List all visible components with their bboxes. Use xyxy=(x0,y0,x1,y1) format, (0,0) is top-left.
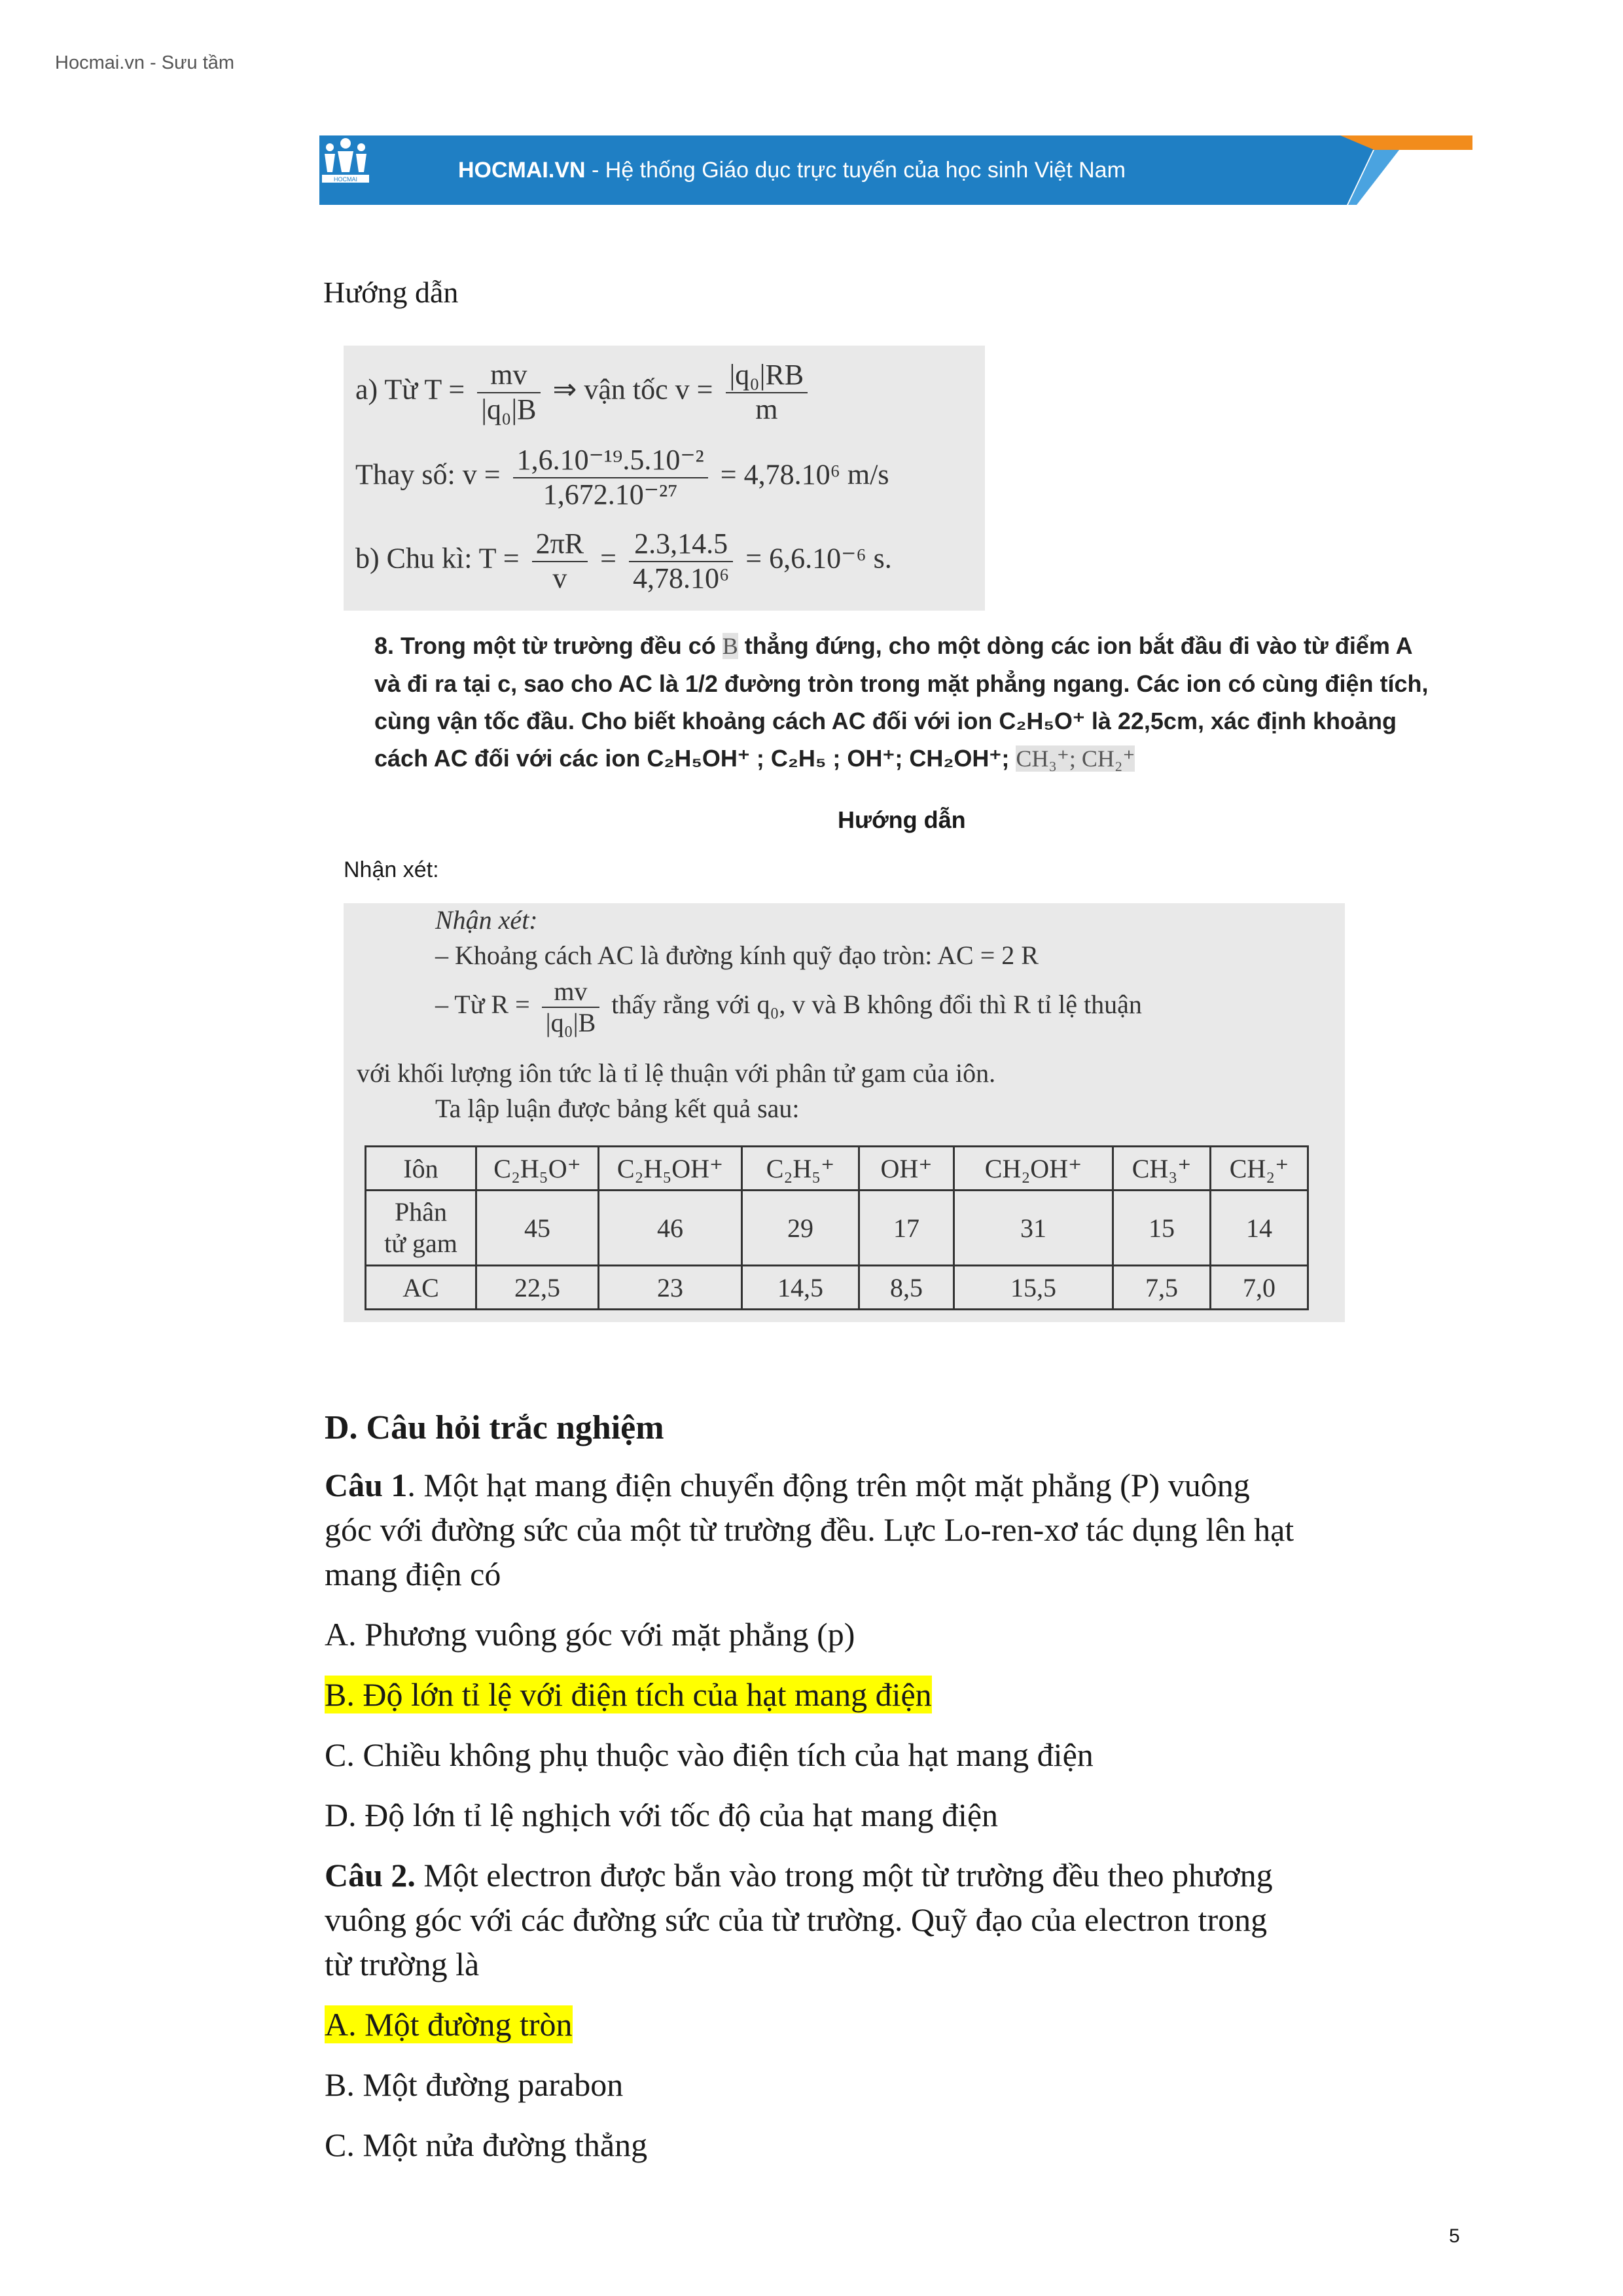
table-header-row xyxy=(366,1147,1308,1191)
page-number: 5 xyxy=(1449,2225,1460,2247)
table-row-label: Phân tử gam xyxy=(366,1191,476,1266)
q1-option-b-correct: B. Độ lớn tỉ lệ với điện tích của hạt mang điện xyxy=(325,1676,932,1713)
scanned-solution-image xyxy=(344,346,985,611)
table-header-cell: CH₂OH⁺ xyxy=(954,1147,1113,1191)
banner-brand: HOCMAI.VN xyxy=(458,158,586,183)
q2-option-c: C. Một nửa đường thẳng xyxy=(325,2126,648,2163)
remark-bullet-2: – Từ R = $\frac{mv}{\text{|q₀|B}}$ thấy rằng với q₀, v và B không đổi thì R tỉ lệ thuận xyxy=(435,977,1142,1037)
q1-option-c: C. Chiều không phụ thuộc vào điện tích của hạt mang điện xyxy=(325,1736,1094,1773)
q2-line-2: vuông góc với các đường sức của từ trường. Quỹ đạo của electron trong xyxy=(325,1901,1268,1938)
table-cell: 17 xyxy=(859,1191,954,1266)
table-cell: 7,0 xyxy=(1211,1266,1308,1310)
remark-bullet-1: – Khoảng cách AC là đường kính quỹ đạo tròn: AC = 2 R xyxy=(435,941,1039,970)
table-row-ac xyxy=(366,1266,1308,1310)
table-cell: 8,5 xyxy=(859,1266,954,1310)
hocmai-logo-icon xyxy=(319,135,372,184)
q2-line-1: Câu 2. Một electron được bắn vào trong một từ trường đều theo phương xyxy=(325,1857,1273,1893)
hocmai-banner xyxy=(319,135,1472,205)
q8-line-3: cùng vận tốc đầu. Cho biết khoảng cách AC đối với ion C₂H₅O⁺ là 22,5cm, xác định khoảng xyxy=(374,708,1397,734)
scanned-remark-image xyxy=(344,903,1345,1322)
q1-label: Câu 1 xyxy=(325,1467,408,1503)
solution-line-2: Thay số: v = $\frac{\text{1,6.10⁻¹⁹.5.10⁻²}}{\text{1,672.10⁻²⁷}}$ = 4,78.10⁶ m/s xyxy=(355,444,889,511)
table-cell: 29 xyxy=(742,1191,859,1266)
table-header-cell: CH₂⁺ xyxy=(1211,1147,1308,1191)
table-cell: 46 xyxy=(599,1191,742,1266)
q8-line-4: cách AC đối với các ion C₂H₅OH⁺ ; C₂H₅ ; OH⁺; CH₂OH⁺; CH₃⁺; CH₂⁺ xyxy=(374,745,1135,772)
q1-option-a: A. Phương vuông góc với mặt phẳng (p) xyxy=(325,1616,855,1653)
question-8 xyxy=(374,627,1467,778)
q2-label: Câu 2. xyxy=(325,1857,416,1893)
q2-option-b: B. Một đường parabon xyxy=(325,2066,624,2103)
solution-line-3: b) Chu kì: T = $\frac{2\pi R}{v}$ = $\frac{2.3,14.5}{\text{4,78.10⁶}}$ = 6,6.10⁻⁶ s. xyxy=(355,528,892,594)
table-cell: 15,5 xyxy=(954,1266,1113,1310)
result-table xyxy=(365,1145,1309,1310)
q2-line-3: từ trường là xyxy=(325,1946,480,1982)
remark-title: Nhận xét: xyxy=(435,905,538,935)
q8-line-2: và đi ra tại c, sao cho AC là 1/2 đường tròn trong mặt phẳng ngang. Các ion có cùng điện tích, xyxy=(374,670,1429,697)
q1-line-1: Câu 1. Một hạt mang điện chuyển động trên một mặt phẳng (P) vuông xyxy=(325,1467,1250,1503)
q2-option-a-correct: A. Một đường tròn xyxy=(325,2006,573,2043)
table-header-cell: C₂H₅OH⁺ xyxy=(599,1147,742,1191)
table-cell: 31 xyxy=(954,1191,1113,1266)
table-header-cell: Iôn xyxy=(366,1147,476,1191)
table-header-cell: C₂H₅O⁺ xyxy=(476,1147,599,1191)
q1-option-d: D. Độ lớn tỉ lệ nghịch với tốc độ của hạt mang điện xyxy=(325,1797,999,1833)
banner-tagline: - Hệ thống Giáo dục trực tuyến của học sinh Việt Nam xyxy=(585,158,1126,183)
q1-line-3: mang điện có xyxy=(325,1556,501,1592)
remark-line-3: với khối lượng iôn tức là tỉ lệ thuận với phân tử gam của iôn. xyxy=(357,1058,996,1088)
solution-line-1: a) Từ T = $\frac{mv}{\text{|q₀|B}}$ ⇒ vận tốc v = $\frac{\text{|q₀|RB}}{m}$ xyxy=(355,359,813,426)
logo-caption: HOCMAI xyxy=(334,176,357,183)
table-cell: 7,5 xyxy=(1113,1266,1211,1310)
table-cell: 22,5 xyxy=(476,1266,599,1310)
table-cell: 14 xyxy=(1211,1191,1308,1266)
table-cell: 14,5 xyxy=(742,1266,859,1310)
table-header-cell: C₂H₅⁺ xyxy=(742,1147,859,1191)
table-cell: 23 xyxy=(599,1266,742,1310)
table-header-cell: OH⁺ xyxy=(859,1147,954,1191)
q1-line-2: góc với đường sức của một từ trường đều. Lực Lo-ren-xơ tác dụng lên hạt xyxy=(325,1511,1294,1548)
table-cell: 45 xyxy=(476,1191,599,1266)
q8-guide-heading: Hướng dẫn xyxy=(838,806,966,833)
remark-line-4: Ta lập luận được bảng kết quả sau: xyxy=(435,1094,800,1123)
source-note: Hocmai.vn - Sưu tầm xyxy=(55,52,235,73)
q8-line-1: 8. Trong một từ trường đều có B thẳng đứng, cho một dòng các ion bắt đầu đi vào từ điểm A xyxy=(374,632,1413,659)
table-row-mass xyxy=(366,1191,1308,1266)
q8-note-label: Nhận xét: xyxy=(344,857,439,882)
table-cell: 15 xyxy=(1113,1191,1211,1266)
table-row-label: AC xyxy=(366,1266,476,1310)
table-header-cell: CH₃⁺ xyxy=(1113,1147,1211,1191)
section-title: D. Câu hỏi trắc nghiệm xyxy=(325,1409,664,1446)
guide-label: Hướng dẫn xyxy=(323,276,459,309)
banner-title xyxy=(458,158,1126,183)
